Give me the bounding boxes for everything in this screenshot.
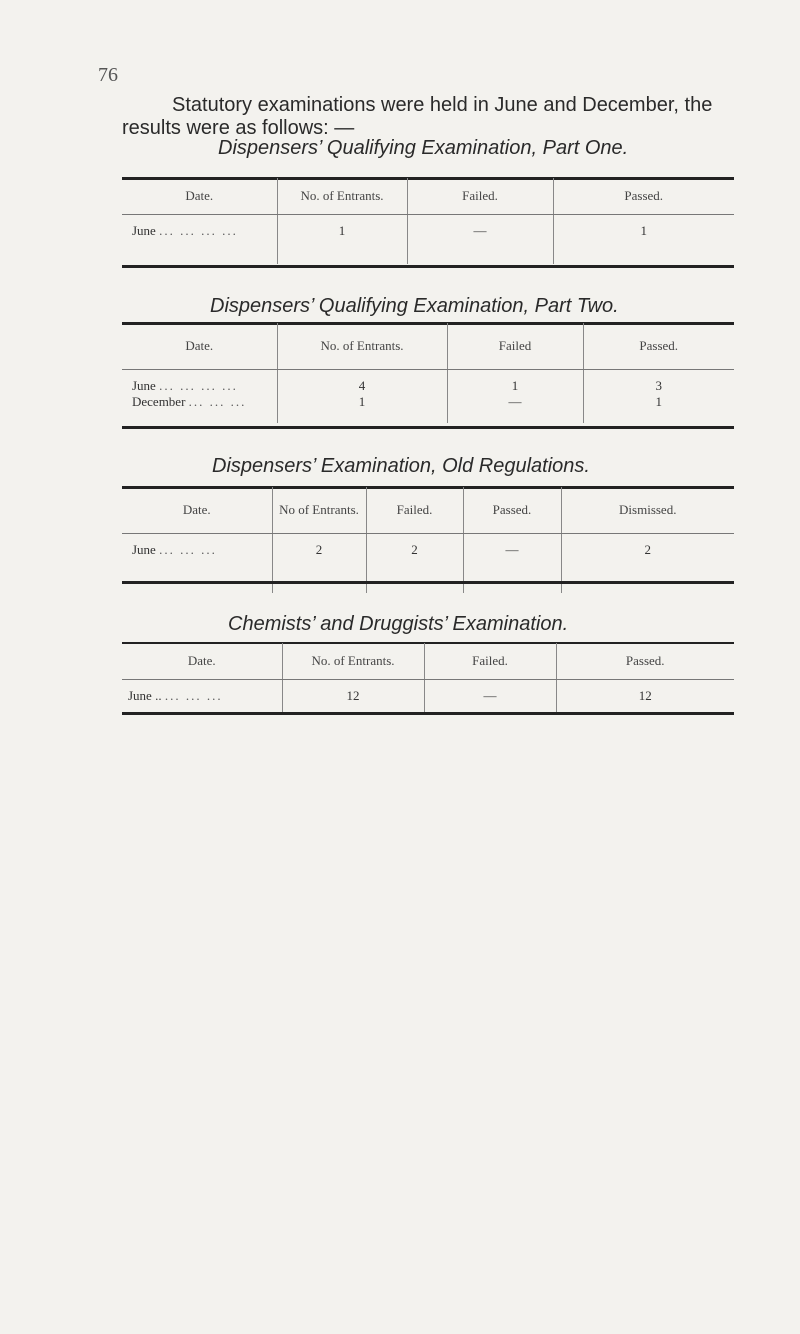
row-date: June .. [128,688,162,703]
failed-cell: — [407,215,553,265]
intro-paragraph [122,94,734,140]
table-1-caption: Dispensers’ Qualifying Examination, Part One. [218,137,629,159]
table-3-bottom-rule [122,581,734,584]
row-date: December [132,394,186,409]
entrants-value: 1 [358,394,366,409]
row-date-cell [122,534,272,594]
row-date-cell [122,370,277,424]
passed-cell: — [463,534,561,594]
column-header-passed: Passed. [583,323,734,370]
intro-line-2: results were as follows: — [122,117,355,139]
passed-value: 1 [655,394,662,409]
table-1-bottom-rule [122,265,734,268]
passed-cell: 1 [553,215,734,265]
table-2-caption: Dispensers’ Qualifying Examination, Part Two. [210,295,619,317]
leader-dots: ... ... ... ... [159,223,238,238]
leader-dots: ... ... ... [188,394,247,409]
leader-dots: ... ... ... [164,688,223,703]
column-header-failed: Failed. [424,643,556,680]
passed-value: 3 [655,378,662,393]
column-header-dismissed: Dismissed. [561,487,734,534]
column-header-entrants: No. of Entrants. [282,643,424,680]
table-4 [122,643,734,715]
table-row [122,215,734,265]
column-header-entrants: No. of Entrants. [277,178,407,215]
table-3-caption: Dispensers’ Examination, Old Regulations. [212,455,590,477]
row-date-cell [122,215,277,265]
entrants-cell [277,370,447,424]
failed-value: 1 [511,378,519,393]
leader-dots: ... ... ... [159,542,217,557]
failed-cell: — [424,680,556,716]
failed-cell [447,370,583,424]
column-header-date: Date. [122,487,272,534]
entrants-cell: 1 [277,215,407,265]
table-header-row [122,178,734,215]
table-row [122,680,734,716]
column-header-date: Date. [122,643,282,680]
column-header-passed: Passed. [463,487,561,534]
page-number: 76 [98,64,118,86]
passed-cell [583,370,734,424]
failed-cell: 2 [366,534,463,594]
passed-cell: 12 [556,680,734,716]
failed-value: — [508,394,522,409]
row-date-cell [122,680,282,716]
table-1 [122,178,734,264]
dismissed-cell: 2 [561,534,734,594]
table-2 [122,323,734,423]
column-header-failed: Failed. [366,487,463,534]
entrants-cell: 2 [272,534,366,594]
column-header-entrants: No of Entrants. [272,487,366,534]
column-header-passed: Passed. [553,178,734,215]
entrants-value: 4 [358,378,366,393]
intro-line-1: Statutory examinations were held in June and December, the [172,94,713,116]
column-header-date: Date. [122,323,277,370]
table-header-row [122,643,734,680]
column-header-passed: Passed. [556,643,734,680]
column-header-failed: Failed [447,323,583,370]
column-header-entrants: No. of Entrants. [277,323,447,370]
row-date: June [132,223,156,238]
table-row [122,534,734,594]
table-row [122,370,734,424]
leader-dots: ... ... ... ... [159,378,238,393]
table-4-caption: Chemists’ and Druggists’ Examination. [228,613,569,635]
entrants-cell: 12 [282,680,424,716]
column-header-date: Date. [122,178,277,215]
column-header-failed: Failed. [407,178,553,215]
row-date: June [132,378,156,393]
table-header-row [122,323,734,370]
table-4-bottom-rule [122,712,734,715]
table-header-row [122,487,734,534]
row-date: June [132,542,156,557]
table-3 [122,487,734,593]
table-2-bottom-rule [122,426,734,429]
